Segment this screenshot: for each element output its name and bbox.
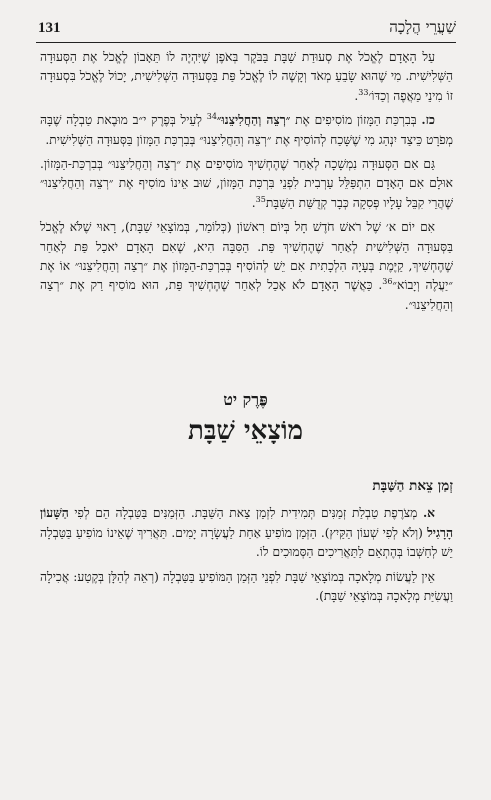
paragraph-text: (וְלֹא לְפִי שְׁעוֹן הַקַּיִץ). הַזְּמַן מוֹפִיעַ אַחַת לַעֲשָׂרָה יָמִים. תַּאֲרִיךְ שֶׁאֵינוֹ מוֹפִיעַ בַּטַּבְלָה יֵשׁ לְחַשְּׁבוֹ בְּהֶתְאֵם לַתַּאֲרִיכִים הַסְּמוּכִים לוֹ. xyxy=(40,525,453,560)
paragraph-text: בְּבִרְכַּת הַמָּזוֹן מוֹסִיפִים אֶת xyxy=(290,113,417,128)
paragraph-text: גַּם אִם הַסְּעוּדָה נִמְשָׁכָה לְאַחַר שֶׁהֶחְשִׁיךְ מוֹסִיפִים אֶת ״רְצֵה וְהַחֲלִיצֵנוּ״ בְּבִרְכַּת-הַמָּזוֹן. אוּלָם אִם הָאָדָם הִתְפַּלֵּל עַרְבִית לִפְנֵי בִּרְכַּת הַמָּזוֹן, שׁוּב אֵינוֹ מוֹסִיף אֶת ״רְצֵה וְהַחֲלִיצֵנוּ״ שֶׁהֲרֵי קִבֵּל עָלָיו פְּסִקָה כְּבָר קְדֻשַּׁת הַשַּׁבָּת xyxy=(40,157,453,210)
paragraph-b xyxy=(40,568,453,607)
paragraph-text: אֵין לַעֲשׂוֹת מְלָאכָה בְּמוֹצָאֵי שַׁבָּת לִפְנֵי הַזְּמַן הַמּוֹפִיעַ בַּטַּבְלָה (רְאֵה לְהַלָּן בְּקֶטַע: אֲכִילָה וַעֲשִׂיַּת מְלָאכָה בְּמוֹצָאֵי שַׁבָּת). xyxy=(40,569,453,604)
footnote-ref: 35 xyxy=(255,194,266,204)
chapter-heading xyxy=(0,390,491,446)
paragraph-rosh-chodesh xyxy=(40,218,453,315)
paragraph-a xyxy=(40,504,453,562)
footnote-ref: 34 xyxy=(206,112,217,122)
header-rule xyxy=(36,42,456,43)
bold-phrase: הַשָּׁעוֹן הָרָגִיל xyxy=(40,506,453,540)
footnote-ref: 33 xyxy=(358,87,369,97)
paragraph-meal-extends: גַּם אִם הַסְּעוּדָה נִמְשָׁכָה לְאַחַר שֶׁהֶחְשִׁיךְ מוֹסִיפִים אֶת ״רְצֵה וְהַחֲלִיצֵנוּ״ בְּבִרְכַּת-הַמָּזוֹן. אוּלָם אִם הָאָדָם הִתְפַּלֵּל עַרְבִית לִפְנֵי בִּרְכַּת הַמָּזוֹן, שׁוּב אֵינוֹ מוֹסִיף אֶת ״רְצֵה וְהַחֲלִיצֵנוּ״ שֶׁהֲרֵי קִבֵּל עָלָיו פְּסִקָה כְּבָר קְדֻשַּׁת הַשַּׁבָּת$^{35}$. xyxy=(40,157,453,210)
main-text xyxy=(40,48,453,315)
page-number: 131 xyxy=(38,20,61,36)
paragraph-intro: עַל הָאָדָם לֶאֱכֹל אֶת סְעוּדַת שַׁבָּת בַּבֹּקֶר בְּאֹפֶן שֶׁיִּהְיֶה לוֹ תֵּאָבוֹן לֶאֱכֹל אֶת הַסְּעוּדָה הַשְּׁלִישִׁית. מִי שֶׁהוּא שָׂבֵעַ מְאֹד וְקָשֶׁה לוֹ לֶאֱכֹל פַּת בַּסְּעוּדָה הַשְּׁלִישִׁית, יָכוֹל לֶאֱכֹל בִּסְעוּדָה זוֹ מִינֵי מַאֲפֶה וְכַדּוֹ׳$^{33}$. xyxy=(40,50,453,103)
paragraph-text: אִם יוֹם א׳ שֶׁל רֹאשׁ חֹדֶשׁ חָל בְּיוֹם רִאשׁוֹן (כְּלוֹמַר, בְּמוֹצָאֵי שַׁבָּת), רָאוּי שֶׁלֹּא לֶאֱכֹל בַּסְּעוּדָה הַשְּׁלִישִׁית לְאַחַר שֶׁהֶחְשִׁיךְ פַּת. הַסִּבָּה הִיא, שֶׁאִם הָאָדָם יֹאכַל פַּת לְאַחַר שֶׁהֶחְשִׁיךְ, קַיֶּמֶת בְּעָיָה הִלְכָתִית אִם יֵשׁ לְהוֹסִיף בְּבִרְכַּת-הַמָּזוֹן אֶת ״רְצֵה וְהַחֲלִיצֵנוּ״ אוֹ אֶת ״יַעֲלֶה וְיָבוֹא״ xyxy=(40,220,453,293)
paragraph-text: לְעֵיל בְּפֶרֶק י״ב מוּבֶאת טַבְלָה שֶׁבָּהּ מְפֹרָט כֵּיצַד יִנְהַג מִי שֶׁשָּׁכַח לְהוֹסִיף אֶת ״רְצֵה וְהַחֲלִיצֵנוּ״ בְּבִרְכַּת הַמָּזוֹן בַּסְּעוּדָה הַשְּׁלִישִׁית. xyxy=(40,113,453,147)
bold-phrase: ״רְצֵה וְהַחֲלִיצֵנוּ״ xyxy=(216,113,291,128)
paragraph-text: . כַּאֲשֶׁר הָאָדָם לֹא אָכַל לְאַחַר שֶׁהֶחְשִׁיךְ פַּת, הוּא מוֹסִיף רַק אֶת ״רְצֵה וְהַחֲלִיצֵנוּ״. xyxy=(40,278,453,312)
section-block xyxy=(40,477,453,606)
footnote-ref: 36 xyxy=(382,277,393,287)
page-header xyxy=(38,18,456,37)
paragraph-text: עַל הָאָדָם לֶאֱכֹל אֶת סְעוּדַת שַׁבָּת בַּבֹּקֶר בְּאֹפֶן שֶׁיִּהְיֶה לוֹ תֵּאָבוֹן לֶאֱכֹל אֶת הַסְּעוּדָה הַשְּׁלִישִׁית. מִי שֶׁהוּא שָׂבֵעַ מְאֹד וְקָשֶׁה לוֹ לֶאֱכֹל פַּת בַּסְּעוּדָה הַשְּׁלִישִׁית, יָכוֹל לֶאֱכֹל בִּסְעוּדָה זוֹ מִינֵי מַאֲפֶה וְכַדּוֹ׳ xyxy=(40,50,453,103)
chapter-title: מוֹצָאֵי שַׁבָּת xyxy=(187,416,304,446)
section-heading: זְמַן צֵאת הַשַּׁבָּת xyxy=(372,478,453,494)
paragraph-text: מְצֹרֶפֶת טַבְלַת זְמַנִּים תְּמִידִית לִזְמַן צֵאת הַשַּׁבָּת. הַזְּמַנִּים בַּטַּבְלָה הֵם לְפִי xyxy=(68,506,418,521)
section-label: א. xyxy=(422,506,436,521)
paragraph-27 xyxy=(40,111,453,150)
section-label: כז. xyxy=(421,113,436,128)
chapter-number: פֶּרֶק יט xyxy=(223,390,268,409)
running-title: שַׁעֲרֵי הֲלָכָה xyxy=(389,18,456,36)
